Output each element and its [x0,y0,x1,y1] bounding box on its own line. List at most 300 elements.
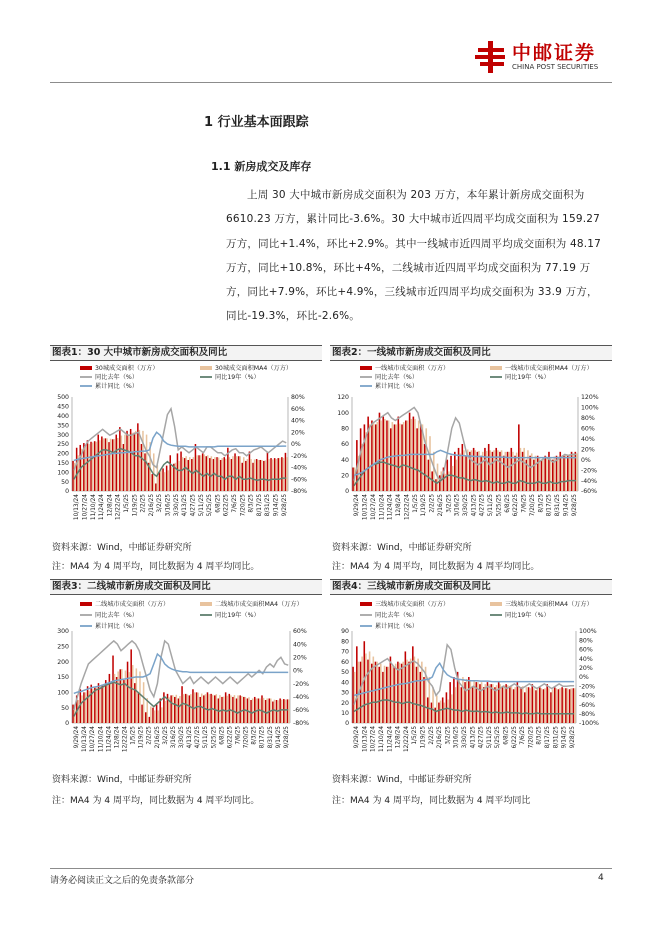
bar-ma4 [361,657,363,723]
bar-actual [409,413,411,491]
x-tick-label: 11/24/24 [106,725,113,753]
bar-actual [105,438,107,491]
bar-actual [539,687,541,723]
bar-actual [520,687,522,723]
x-tick-label: 11/10/24 [379,494,386,521]
bar-actual [461,687,463,723]
x-tick-label: 6/22/25 [513,493,520,517]
bar-ma4 [179,696,181,723]
bar-ma4 [252,698,254,723]
legend-swatch [490,602,502,606]
bar-ma4 [395,424,397,491]
bar-ma4 [466,679,468,723]
bar-ma4 [537,688,539,723]
bar-actual [569,689,571,723]
bar-ma4 [117,438,119,491]
bar-ma4 [354,672,356,723]
bar-ma4 [399,424,401,491]
bar-actual [401,424,403,491]
y-left-tick-label: 350 [57,422,69,430]
bar-actual [133,433,135,491]
bar-ma4 [239,456,241,491]
bar-actual [554,687,556,723]
x-tick-label: 8/17/25 [256,493,263,517]
x-tick-label: 11/10/24 [379,725,385,753]
bar-actual [465,456,467,491]
bar-ma4 [544,688,546,723]
bar-actual [468,677,470,723]
bar-actual [236,698,238,723]
figure-4-note: 注：MA4 为 4 周平均，同比数据为 4 周平均同比 [332,796,531,806]
bar-ma4 [164,472,166,491]
bar-ma4 [219,695,221,723]
legend-swatch [360,602,372,606]
x-tick-label: 11/10/24 [90,494,97,521]
y-right-tick-label: 0% [293,667,303,675]
x-tick-label: 10/13/24 [74,494,81,521]
bar-actual [360,662,362,723]
bar-ma4 [247,459,249,491]
bar-ma4 [103,438,105,491]
x-tick-label: 6/8/25 [219,726,226,745]
y-right-tick-label: -40% [291,464,307,472]
x-tick-label: 12/22/24 [404,493,411,521]
bar-actual [502,687,504,723]
x-tick-label: 10/13/24 [362,725,369,753]
y-left-tick-label: 100 [57,689,69,697]
legend-label: 累计同比（%） [95,623,139,630]
x-tick-label: 3/30/25 [463,494,469,517]
y-left-tick-label: 150 [57,674,69,682]
y-left-tick-label: 70 [341,648,349,656]
x-tick-label: 3/2/25 [157,493,164,513]
page-number: 4 [598,873,604,883]
x-tick-label: 8/31/25 [265,493,272,517]
y-left-tick-label: 150 [57,460,69,467]
bar-actual [229,694,231,723]
figure-1-chart [50,361,320,537]
bar-ma4 [250,459,252,491]
x-tick-label: 8/3/25 [536,726,543,745]
y-right-tick-label: -60% [581,488,597,496]
legend-swatch [80,602,92,606]
x-tick-label: 5/25/25 [207,494,214,517]
x-tick-label: 4/13/25 [471,494,478,517]
y-right-tick-label: 0% [579,674,589,682]
bar-actual [529,456,531,491]
bar-actual [487,682,489,723]
bar-actual [398,417,400,491]
legend-label: 30城成交面积（万方） [95,365,159,372]
bar-actual [356,646,358,723]
figure-1-note: 注：MA4 为 4 周平均，同比数据为 4 周平均同比。 [52,562,260,572]
bar-ma4 [481,682,483,723]
bar-actual [483,687,485,723]
x-tick-label: 11/24/24 [387,725,394,753]
bar-ma4 [218,458,220,491]
bar-actual [115,435,117,491]
header-divider [50,82,612,83]
bar-actual [397,662,399,723]
bar-ma4 [570,688,572,723]
bar-actual [130,649,132,723]
x-tick-label: 7/20/25 [240,493,247,517]
bar-actual [105,680,107,723]
bar-actual [76,448,78,491]
x-tick-label: 8/3/25 [538,493,545,513]
bar-actual [490,684,492,723]
bar-actual [386,421,388,492]
bar-ma4 [410,659,412,723]
x-tick-label: 6/22/25 [227,725,234,749]
bar-actual [438,703,440,723]
legend-label: 同比去年（%） [375,374,419,381]
y-right-tick-label: -40% [581,477,597,485]
bar-actual [537,456,539,491]
y-right-tick-label: -20% [291,452,307,460]
bar-actual [408,662,410,723]
bar-actual [239,695,241,723]
bar-ma4 [208,694,210,723]
bar-actual [458,448,460,491]
bar-ma4 [520,448,522,491]
bar-actual [285,453,287,491]
bar-ma4 [567,688,569,723]
bar-ma4 [236,456,238,491]
legend-label: 同比19年（%） [505,612,550,619]
logo-chinese-name: 中邮证券 [512,42,597,64]
y-right-tick-label: 80% [581,415,595,423]
bar-actual [393,667,395,723]
bar-ma4 [574,688,576,723]
bar-ma4 [514,687,516,723]
bar-ma4 [387,667,389,723]
legend-label: 三线城市成交面积（万方） [375,601,450,608]
bar-ma4 [185,456,187,491]
x-tick-label: 6/22/25 [223,494,230,517]
bar-ma4 [153,453,155,491]
y-right-tick-label: -40% [293,693,309,701]
bar-actual [130,429,132,491]
bar-actual [503,456,505,491]
bar-ma4 [110,439,112,491]
bar-actual [162,468,164,491]
bar-ma4 [369,424,371,491]
y-left-tick-label: 80 [341,425,349,433]
x-tick-label: 9/29/24 [74,725,80,749]
bar-actual [120,669,122,723]
y-left-tick-label: 0 [345,720,349,728]
x-tick-label: 7/6/25 [520,726,527,745]
x-tick-label: 8/3/25 [248,493,255,513]
bar-actual [94,688,96,723]
bar-actual [109,674,111,723]
bar-ma4 [485,684,487,723]
bar-ma4 [417,659,419,723]
bar-ma4 [221,458,223,491]
x-tick-label: 4/13/25 [470,726,477,749]
y-right-tick-label: 40% [293,641,307,649]
bar-actual [561,687,563,723]
x-tick-label: 4/27/25 [190,494,197,517]
x-tick-label: 6/22/25 [511,726,518,749]
y-right-tick-label: -60% [291,476,307,484]
x-tick-label: 3/30/25 [462,726,468,749]
x-tick-label: 7/6/25 [232,494,238,513]
bar-ma4 [482,452,484,491]
bar-actual [382,417,384,491]
bar-ma4 [376,422,378,491]
bar-actual [149,717,151,723]
bar-ma4 [507,685,509,723]
bar-actual [423,677,425,723]
bar-ma4 [254,459,256,491]
bar-ma4 [516,453,518,491]
figure-2-chart [330,361,610,537]
bar-ma4 [569,454,571,491]
bar-ma4 [186,694,188,723]
bar-ma4 [283,458,285,491]
bar-actual [83,692,85,723]
bar-ma4 [433,452,435,491]
y-left-tick-label: 100 [57,469,69,477]
bar-ma4 [470,680,472,723]
bar-actual [155,483,157,491]
x-tick-label: 5/11/25 [203,725,210,749]
bar-ma4 [81,695,83,723]
bar-ma4 [241,696,243,723]
x-tick-label: 10/13/24 [362,494,369,521]
bar-ma4 [542,458,544,491]
bar-actual [546,684,548,723]
x-tick-label: 8/17/25 [546,493,553,517]
bar-actual [401,664,403,723]
bar-ma4 [281,700,283,723]
bar-actual [174,697,176,723]
bar-actual [97,435,99,491]
bar-actual [191,459,193,491]
bar-ma4 [384,666,386,723]
bar-actual [277,458,279,491]
bar-actual [405,651,407,723]
y-right-tick-label: -80% [293,720,309,728]
bar-actual [524,692,526,723]
y-right-tick-label: 60% [581,425,595,433]
y-right-tick-label: -80% [579,711,595,718]
subsection-heading: 1.1 新房成交及库存 [211,160,312,173]
bar-actual [528,687,530,723]
bar-actual [159,472,161,491]
y-left-tick-label: 60 [341,441,349,449]
x-tick-label: 3/30/25 [179,726,185,749]
x-tick-label: 1/19/25 [138,725,145,749]
legend-label: 同比去年（%） [95,374,139,381]
figure-2-source: 资料来源：Wind，中邮证券研究所 [332,543,472,553]
bar-ma4 [92,442,94,491]
bar-ma4 [541,688,543,723]
x-tick-label: 1/5/25 [412,725,419,745]
y-left-tick-label: 250 [57,441,69,449]
bar-ma4 [522,686,524,723]
bar-actual [141,705,143,723]
bar-ma4 [211,456,213,491]
x-tick-label: 9/28/25 [571,493,578,517]
bar-ma4 [203,454,205,491]
bar-actual [509,687,511,723]
bar-actual [241,463,243,491]
bar-actual [435,479,437,491]
x-tick-label: 9/14/25 [275,726,282,749]
bar-ma4 [225,459,227,491]
bar-ma4 [99,686,101,723]
bar-actual [375,424,377,491]
x-tick-label: 12/22/24 [115,494,122,521]
bar-ma4 [124,435,126,491]
bar-actual [424,444,426,491]
y-left-tick-label: 50 [61,704,69,712]
x-tick-label: 8/31/25 [267,725,274,749]
x-tick-label: 3/16/25 [454,493,461,517]
legend-label: 三线城市成交面积MA4（万方） [505,601,593,608]
figure-2-note: 注：MA4 为 4 周平均，同比数据为 4 周平均同比。 [332,562,540,572]
bar-ma4 [261,460,263,491]
bar-ma4 [196,455,198,491]
x-tick-label: 9/14/25 [561,726,568,749]
y-left-tick-label: 500 [57,394,69,402]
bar-actual [267,452,269,491]
bar-ma4 [459,453,461,491]
bar-ma4 [160,470,162,491]
bar-ma4 [559,688,561,723]
bar-ma4 [103,685,105,723]
y-left-tick-label: 100 [337,409,349,417]
logo-english-name: CHINA POST SECURITIES [512,63,599,71]
bar-actual [207,692,209,723]
legend-label: 二线城市成交面积（万方） [95,601,170,608]
x-tick-label: 2/16/25 [437,494,444,517]
figure-4-source: 资料来源：Wind，中邮证券研究所 [332,775,472,785]
x-tick-label: 9/29/24 [354,725,361,749]
bar-actual [283,699,285,723]
bar-actual [270,458,272,491]
bar-ma4 [458,680,460,723]
x-tick-label: 2/16/25 [154,726,161,749]
bar-ma4 [167,470,169,491]
y-left-tick-label: 200 [57,658,69,666]
bar-ma4 [429,436,431,491]
bar-ma4 [110,682,112,723]
bar-ma4 [414,657,416,723]
y-left-tick-label: 250 [57,643,69,651]
bar-actual [550,692,552,723]
bar-ma4 [131,433,133,491]
x-tick-label: 2/2/25 [429,493,436,513]
bar-ma4 [407,421,409,492]
y-left-tick-label: 120 [337,394,349,402]
x-tick-label: 4/13/25 [187,726,194,749]
x-tick-label: 5/11/25 [488,493,495,517]
bar-actual [563,456,565,491]
y-left-tick-label: 20 [341,699,349,707]
bar-ma4 [263,698,265,723]
legend-label: 同比19年（%） [505,374,550,381]
bar-actual [256,459,258,491]
figure-4-chart [330,595,610,765]
bar-actual [254,697,256,723]
y-left-tick-label: 10 [341,709,349,717]
bar-ma4 [234,695,236,723]
y-right-tick-label: 60% [291,405,305,413]
x-tick-label: 5/11/25 [486,726,493,749]
bar-ma4 [99,440,101,491]
legend-swatch [360,366,372,370]
bar-ma4 [548,688,550,723]
bar-ma4 [527,450,529,491]
bar-ma4 [421,662,423,723]
bar-ma4 [425,428,427,491]
y-right-tick-label: 100% [579,628,597,636]
bar-ma4 [503,685,505,723]
y-right-tick-label: 0% [581,456,591,464]
bar-ma4 [533,688,535,723]
x-tick-label: 9/29/24 [354,494,361,517]
bar-actual [123,444,125,491]
x-tick-label: 3/16/25 [170,725,177,749]
bar-ma4 [499,684,501,723]
x-tick-label: 2/16/25 [437,725,444,749]
bar-actual [364,424,366,491]
bar-ma4 [268,459,270,491]
bar-ma4 [440,701,442,723]
x-tick-label: 12/8/24 [396,493,402,517]
y-left-tick-label: 300 [57,431,69,439]
bar-ma4 [369,651,371,723]
y-right-tick-label: 80% [579,637,593,645]
bar-ma4 [189,457,191,491]
bar-actual [225,692,227,723]
bar-actual [185,694,187,723]
legend-label: 累计同比（%） [375,623,419,630]
y-left-tick-label: 40 [341,456,349,464]
legend-label: 同比去年（%） [375,612,419,619]
legend-swatch [80,366,92,370]
x-tick-label: 1/5/25 [124,494,130,513]
bar-ma4 [95,442,97,491]
x-tick-label: 5/25/25 [496,494,503,517]
bar-ma4 [107,684,109,723]
bar-actual [180,452,182,491]
x-tick-label: 11/24/24 [387,494,394,521]
bar-ma4 [550,457,552,491]
y-left-tick-label: 0 [65,720,69,728]
bar-ma4 [139,430,141,491]
bar-ma4 [272,459,274,491]
bar-ma4 [88,444,90,491]
legend-swatch [490,366,502,370]
bar-actual [101,436,103,491]
bar-actual [462,444,464,491]
bar-actual [505,684,507,723]
footer-disclaimer: 请务必阅读正文之后的免责条款部分 [50,876,195,886]
figure-3-note: 注：MA4 为 4 周平均，同比数据为 4 周平均同比。 [52,796,260,806]
bar-ma4 [376,662,378,723]
x-tick-label: 3/2/25 [445,725,452,745]
bar-actual [371,421,373,492]
bar-actual [112,439,114,491]
y-right-tick-label: -60% [293,707,309,715]
bar-ma4 [523,448,525,491]
bar-ma4 [391,666,393,723]
